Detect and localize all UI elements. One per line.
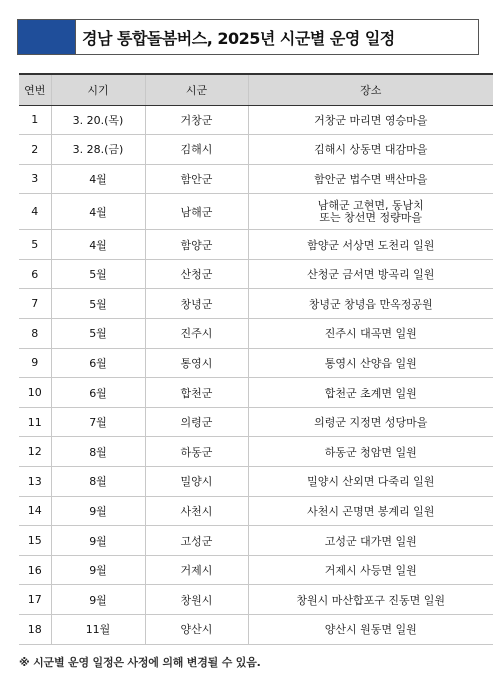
cell-county: 함안군 <box>145 164 248 194</box>
cell-number: 18 <box>19 615 51 645</box>
cell-county: 밀양시 <box>145 467 248 497</box>
cell-location <box>248 407 493 437</box>
table-row <box>19 348 493 378</box>
table-row <box>19 467 493 497</box>
cell-period: 6월 <box>51 348 145 378</box>
cell-number: 8 <box>19 319 51 349</box>
cell-county: 거창군 <box>145 105 248 135</box>
cell-number: 16 <box>19 555 51 585</box>
location-line: 김해시 상동면 대감마을 <box>314 143 428 157</box>
location-line: 양산시 원동면 일원 <box>324 623 417 637</box>
cell-number: 13 <box>19 467 51 497</box>
cell-number: 5 <box>19 230 51 260</box>
cell-location <box>248 135 493 165</box>
cell-county: 함양군 <box>145 230 248 260</box>
cell-county: 사천시 <box>145 496 248 526</box>
location-line: 남해군 고현면, 동남치 <box>317 198 424 212</box>
cell-number: 3 <box>19 164 51 194</box>
cell-county: 김해시 <box>145 135 248 165</box>
cell-period: 8월 <box>51 467 145 497</box>
cell-number: 14 <box>19 496 51 526</box>
table-row <box>19 230 493 260</box>
cell-location <box>248 319 493 349</box>
cell-county: 창녕군 <box>145 289 248 319</box>
cell-period: 11월 <box>51 615 145 645</box>
schedule-table <box>19 73 493 645</box>
cell-location <box>248 164 493 194</box>
cell-location <box>248 526 493 556</box>
header-location: 장소 <box>248 74 493 105</box>
cell-number: 4 <box>19 194 51 230</box>
location-line: 창원시 마산합포구 진동면 일원 <box>296 593 446 607</box>
table-row <box>19 194 493 230</box>
table-row <box>19 289 493 319</box>
table-header-row <box>19 74 493 105</box>
location-line: 진주시 대곡면 일원 <box>324 327 417 341</box>
table-row <box>19 437 493 467</box>
cell-period: 9월 <box>51 585 145 615</box>
cell-number: 7 <box>19 289 51 319</box>
cell-county: 진주시 <box>145 319 248 349</box>
location-line: 거창군 마리면 영승마을 <box>314 113 428 127</box>
cell-location <box>248 467 493 497</box>
cell-county: 남해군 <box>145 194 248 230</box>
cell-period: 9월 <box>51 496 145 526</box>
cell-number: 1 <box>19 105 51 135</box>
header-period: 시기 <box>51 74 145 105</box>
table-row <box>19 135 493 165</box>
cell-period: 4월 <box>51 230 145 260</box>
table-row <box>19 407 493 437</box>
location-line: 통영시 산양읍 일원 <box>324 356 417 370</box>
cell-number: 11 <box>19 407 51 437</box>
cell-period: 5월 <box>51 259 145 289</box>
location-line: 거제시 사등면 일원 <box>324 564 417 578</box>
table-row <box>19 378 493 408</box>
cell-county: 거제시 <box>145 555 248 585</box>
cell-location <box>248 259 493 289</box>
cell-location <box>248 615 493 645</box>
table-row <box>19 164 493 194</box>
header-number: 연번 <box>19 74 51 105</box>
cell-location <box>248 289 493 319</box>
title-box <box>17 19 479 55</box>
table-row <box>19 526 493 556</box>
cell-number: 6 <box>19 259 51 289</box>
cell-county: 합천군 <box>145 378 248 408</box>
cell-period: 4월 <box>51 194 145 230</box>
location-line: 함양군 서상면 도천리 일원 <box>307 238 435 252</box>
cell-location <box>248 105 493 135</box>
cell-number: 2 <box>19 135 51 165</box>
title-accent-block <box>18 20 76 54</box>
table-row <box>19 496 493 526</box>
cell-location <box>248 496 493 526</box>
location-line: 또는 창선면 정량마을 <box>319 210 423 224</box>
cell-period: 3. 28.(금) <box>51 135 145 165</box>
table-row <box>19 555 493 585</box>
cell-location <box>248 555 493 585</box>
cell-period: 5월 <box>51 319 145 349</box>
location-line: 산청군 금서면 방곡리 일원 <box>307 268 435 282</box>
location-line: 합천군 초계면 일원 <box>324 386 417 400</box>
cell-period: 7월 <box>51 407 145 437</box>
cell-period: 4월 <box>51 164 145 194</box>
cell-period: 5월 <box>51 289 145 319</box>
cell-county: 산청군 <box>145 259 248 289</box>
page-title: 경남 통합돌봄버스, 2025년 시군별 운영 일정 <box>82 28 395 48</box>
table-row <box>19 615 493 645</box>
table-row <box>19 259 493 289</box>
cell-county: 통영시 <box>145 348 248 378</box>
cell-location <box>248 437 493 467</box>
cell-location <box>248 585 493 615</box>
table-row <box>19 585 493 615</box>
cell-number: 9 <box>19 348 51 378</box>
cell-number: 17 <box>19 585 51 615</box>
location-line: 의령군 지정면 성당마을 <box>314 416 428 430</box>
location-line: 창녕군 창녕읍 만옥정공원 <box>308 297 433 311</box>
cell-period: 8월 <box>51 437 145 467</box>
table-row <box>19 105 493 135</box>
cell-period: 9월 <box>51 526 145 556</box>
table-row <box>19 319 493 349</box>
cell-location <box>248 348 493 378</box>
cell-location <box>248 230 493 260</box>
cell-period: 6월 <box>51 378 145 408</box>
header-county: 시군 <box>145 74 248 105</box>
location-line: 사천시 곤명면 봉계리 일원 <box>307 504 435 518</box>
cell-number: 10 <box>19 378 51 408</box>
cell-period: 9월 <box>51 555 145 585</box>
footnote: ※ 시군별 운영 일정은 사정에 의해 변경될 수 있음. <box>19 656 261 669</box>
cell-county: 고성군 <box>145 526 248 556</box>
cell-number: 12 <box>19 437 51 467</box>
cell-county: 의령군 <box>145 407 248 437</box>
location-line: 함안군 법수면 백산마을 <box>314 172 428 186</box>
cell-location <box>248 378 493 408</box>
cell-county: 양산시 <box>145 615 248 645</box>
cell-county: 창원시 <box>145 585 248 615</box>
cell-county: 하동군 <box>145 437 248 467</box>
location-line: 고성군 대가면 일원 <box>324 534 417 548</box>
location-line: 하동군 청암면 일원 <box>324 445 417 459</box>
location-line: 밀양시 산외면 다죽리 일원 <box>307 475 435 489</box>
cell-period: 3. 20.(목) <box>51 105 145 135</box>
cell-location <box>248 194 493 230</box>
cell-number: 15 <box>19 526 51 556</box>
